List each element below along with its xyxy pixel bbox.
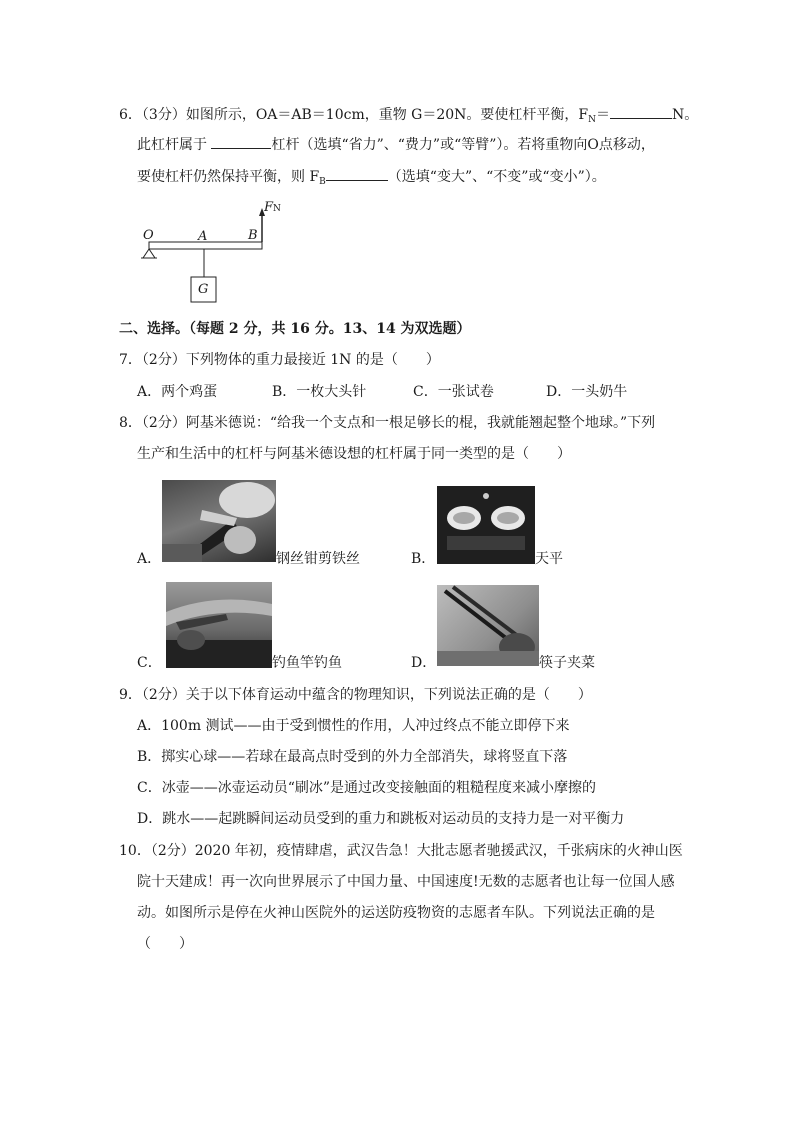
- fishing-rod-photo: [166, 582, 272, 668]
- lever-diagram: [140, 198, 280, 308]
- q9-option-d[interactable]: D．跳水——起跳瞬间运动员受到的重力和跳板对运动员的支持力是一对平衡力: [137, 811, 625, 827]
- section-heading: 二、选择。（每题 2 分，共 16 分。13、14 为双选题）: [119, 321, 471, 337]
- q8-option-a-caption: 钢丝钳剪铁丝: [276, 551, 360, 567]
- q8-option-c-caption: 钓鱼竿钓鱼: [272, 655, 342, 671]
- q7-stem: 7．（2分）下列物体的重力最接近 1N 的是（ ）: [119, 352, 440, 368]
- q9-option-c[interactable]: C．冰壶——冰壶运动员“刷冰”是通过改变接触面的粗糙程度来减小摩擦的: [137, 780, 597, 796]
- q8-option-b-caption: 天平: [535, 551, 563, 567]
- pliers-photo: [162, 480, 276, 562]
- q8-option-b-letter[interactable]: B．: [411, 551, 436, 567]
- q8-option-c-letter[interactable]: C．: [137, 655, 162, 671]
- chopsticks-image: [437, 585, 539, 666]
- q8-option-d-letter[interactable]: D．: [411, 655, 437, 671]
- q6-line-3: 要使杠杆仍然保持平衡，则 $F_B$ （选填“变大”、“不变”或“变小”）。: [137, 166, 606, 191]
- label-b: B: [248, 228, 258, 243]
- label-a: A: [198, 229, 208, 244]
- q10-stem-4: （ ）: [137, 936, 193, 952]
- q8-stem-1: 8．（2分）阿基米德说：“给我一个支点和一根足够长的棍，我就能翘起整个地球。”下列: [119, 415, 656, 431]
- q9-option-b[interactable]: B．掷实心球——若球在最高点时受到的外力全部消失，球将竖直下落: [137, 749, 568, 765]
- q7-option-c[interactable]: C．一张试卷: [413, 384, 494, 400]
- q6-line-2: 此杠杆属于 杠杆（选填“省力”、“费力”或“等臂”）。若将重物向O点移动，: [137, 134, 655, 154]
- answer-blank-lever-type[interactable]: [211, 134, 271, 149]
- q8-stem-2: 生产和生活中的杠杆与阿基米德设想的杠杆属于同一类型的是（ ）: [137, 446, 571, 462]
- q9-stem: 9．（2分）关于以下体育运动中蕴含的物理知识，下列说法正确的是（ ）: [119, 687, 592, 703]
- label-o: O: [143, 228, 154, 243]
- balance-photo: [437, 486, 535, 564]
- chopsticks-photo: [437, 585, 539, 666]
- pivot-triangle: [143, 249, 155, 258]
- q7-option-b[interactable]: B．一枚大头针: [272, 384, 367, 400]
- label-fn: FN: [264, 200, 281, 215]
- fishing-rod-image: [166, 582, 272, 668]
- q10-stem-3: 动。如图所示是停在火神山医院外的运送防疫物资的志愿者车队。下列说法正确的是: [137, 905, 655, 921]
- q8-option-d-caption: 筷子夹菜: [539, 655, 595, 671]
- q10-stem-1: 10．（2分）2020 年初，疫情肆虐，武汉告急！大批志愿者驰援武汉，千张病床的火神山医: [119, 843, 683, 859]
- q7-option-a[interactable]: A．两个鸡蛋: [137, 384, 218, 400]
- lever-diagram-svg: [140, 198, 280, 308]
- q10-stem-2: 院十天建成！再一次向世界展示了中国力量、中国速度!无数的志愿者也让每一位国人感: [137, 874, 675, 890]
- label-g: G: [198, 282, 209, 297]
- q6-line-1: 6．（3分）如图所示，OA＝AB＝10cm，重物 G＝20N。要使杠杆平衡，$F_N= N$。: [119, 104, 698, 129]
- q8-option-a-letter[interactable]: A．: [137, 551, 162, 567]
- answer-blank-fn[interactable]: [610, 104, 672, 119]
- q7-option-d[interactable]: D．一头奶牛: [546, 384, 628, 400]
- answer-blank-fb[interactable]: [326, 166, 388, 181]
- q9-option-a[interactable]: A．100m 测试——由于受到惯性的作用，人冲过终点不能立即停下来: [137, 718, 570, 734]
- pliers-image: [162, 480, 276, 562]
- balance-image: [437, 486, 535, 564]
